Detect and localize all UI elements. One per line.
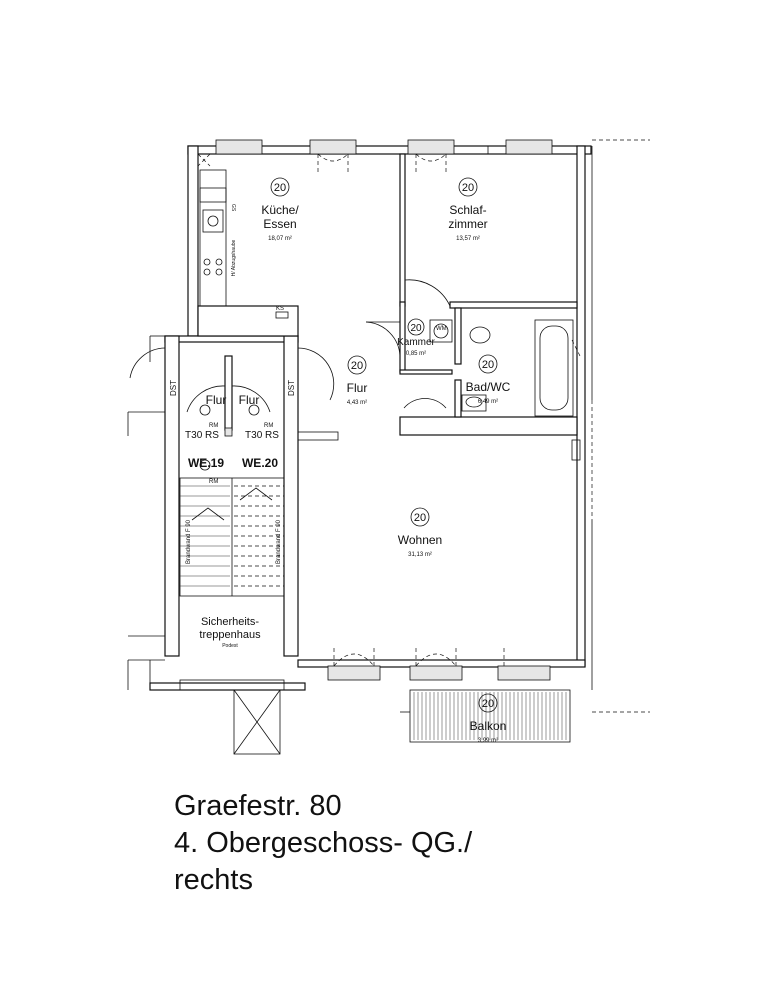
- room-name: Kammer: [397, 337, 435, 348]
- room-number: 20: [410, 323, 422, 334]
- room-name: Balkon: [469, 719, 507, 733]
- room-name: Küche/: [261, 203, 299, 217]
- kitchen-counter: [200, 170, 226, 306]
- rm-left: RM: [209, 423, 219, 429]
- bath-fixtures: [430, 320, 580, 416]
- room-name: Flur: [346, 381, 368, 395]
- address-title: Graefestr. 80: [174, 790, 342, 822]
- brandwand-right: Brandwand F 90: [276, 519, 282, 565]
- room-area: 18,07 m²: [268, 236, 292, 242]
- stairwell-label-1: Sicherheits-: [200, 616, 260, 628]
- room-name: zimmer: [448, 217, 488, 231]
- dst-left: DST: [169, 380, 178, 396]
- brandwand-left: Brandwand F 90: [186, 519, 192, 565]
- fixture-ks: KS: [276, 306, 285, 312]
- caption: [174, 788, 472, 899]
- fixture-abzug: H/ Abzugshaube: [231, 239, 237, 277]
- room-area: 4,43 m²: [346, 400, 368, 406]
- flur-left-label: Flur: [205, 393, 227, 407]
- room-wohnen: [398, 508, 442, 558]
- room-number: 20: [350, 360, 364, 372]
- room-name: Bad/WC: [465, 380, 511, 394]
- fixture-gs: GS: [230, 204, 236, 212]
- room-number: 20: [481, 359, 495, 371]
- room-name: Wohnen: [397, 533, 443, 547]
- fixture-wm: WM: [436, 326, 447, 332]
- room-balkon: [470, 694, 507, 744]
- room-kueche-essen: [261, 178, 299, 242]
- door-left-label: T30 RS: [185, 430, 219, 441]
- room-number: 20: [273, 182, 287, 194]
- side-title: rechts: [174, 864, 253, 896]
- room-bad-wc: [466, 355, 511, 405]
- dst-right: DST: [287, 380, 296, 396]
- room-number: 20: [413, 512, 427, 524]
- room-name: Essen: [263, 217, 297, 231]
- flur-right-label: Flur: [238, 393, 260, 407]
- room-schlafzimmer: [448, 178, 487, 242]
- rm-bottom: RM: [209, 479, 219, 485]
- room-area: 0,85 m²: [405, 351, 427, 357]
- windows-bottom: [328, 440, 580, 680]
- stairwell-label-2: treppenhaus: [199, 629, 261, 641]
- room-name: Schlaf-: [449, 203, 487, 217]
- room-area: 3,99 m²: [477, 738, 499, 744]
- staircase: [180, 478, 284, 690]
- room-number: 20: [481, 698, 495, 710]
- rm-right: RM: [264, 423, 274, 429]
- room-number: 20: [461, 182, 475, 194]
- door-right-label: T30 RS: [245, 430, 279, 441]
- unit-we19: WE.19: [187, 456, 225, 470]
- room-flur: [347, 356, 368, 406]
- unit-we20: WE.20: [241, 456, 279, 470]
- floor-title: 4. Obergeschoss- QG./: [174, 827, 473, 859]
- room-area: 6,49 m²: [477, 399, 499, 405]
- room-area: 13,57 m²: [456, 236, 480, 242]
- windows-top: [198, 140, 552, 172]
- room-area: 31,13 m²: [408, 552, 432, 558]
- podest-label: Podest: [222, 643, 238, 649]
- shaft: [234, 690, 280, 754]
